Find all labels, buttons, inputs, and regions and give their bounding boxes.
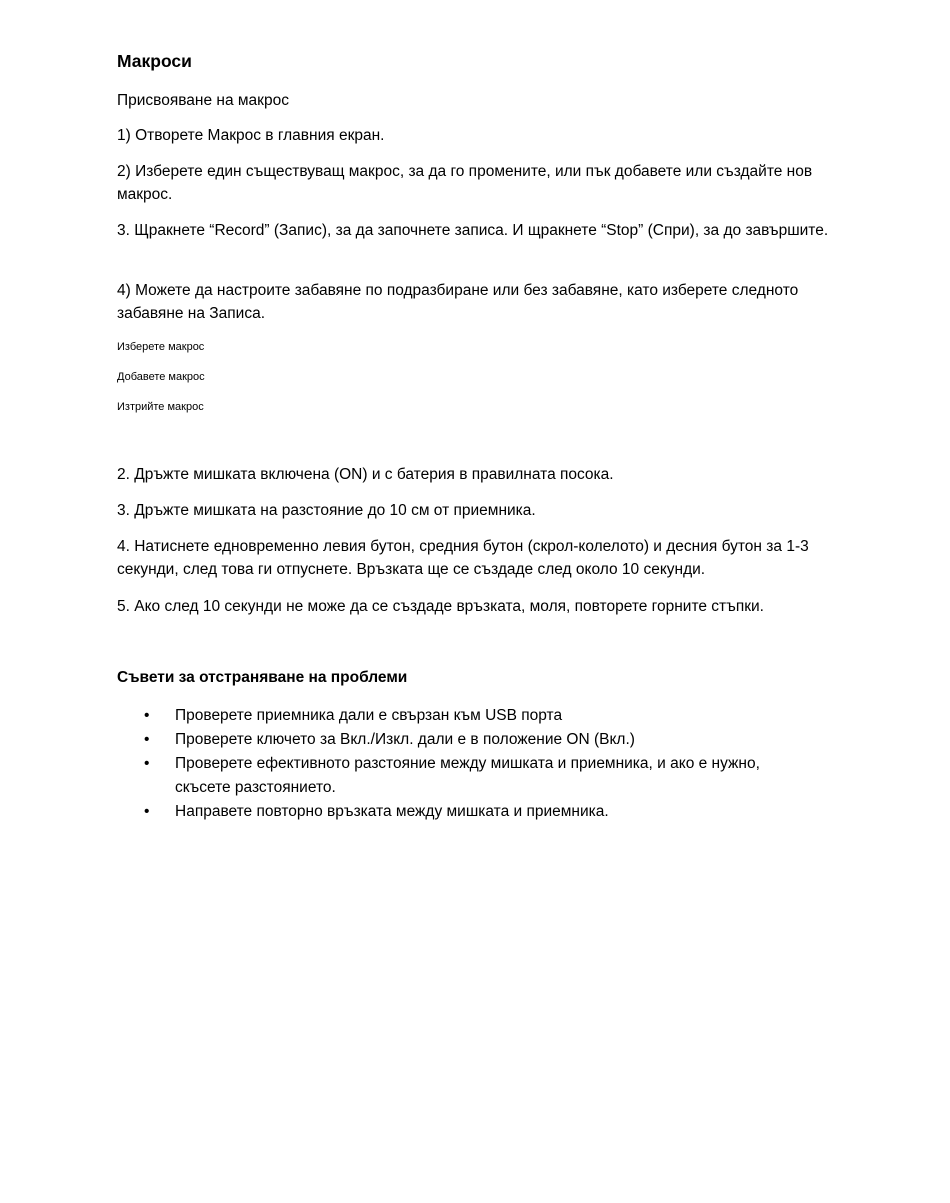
pairing-step-2: 2. Дръжте мишката включена (ON) и с батерия в правилната посока. xyxy=(117,466,614,483)
bullet-icon: • xyxy=(144,755,150,772)
list-item xyxy=(117,800,815,824)
tip-text: Проверете ефективното разстояние между мишката и приемника, и ако е нужно, скъсете разстоянието. xyxy=(175,755,760,796)
step-2: 2) Изберете един съществуващ макрос, за да го промените, или пък добавете или създайте нов макрос. xyxy=(117,163,813,203)
label-delete-macro: Изтрийте макрос xyxy=(117,401,204,413)
label-add-macro: Добавете макрос xyxy=(117,371,205,383)
list-item xyxy=(117,752,815,799)
assign-macro-heading: Присвояване на макрос xyxy=(117,92,289,109)
bullet-icon: • xyxy=(144,707,150,724)
tip-text: Проверете приемника дали е свързан към USB порта xyxy=(175,707,563,724)
bullet-icon: • xyxy=(144,802,150,820)
troubleshooting-list xyxy=(117,704,847,824)
label-select-macro: Изберете макрос xyxy=(117,341,205,353)
tip-text: Направете повторно връзката между мишката и приемника. xyxy=(175,802,609,820)
step-4: 4) Можете да настроите забавяне по подразбиране или без забавяне, като изберете следното забавяне на Записа. xyxy=(117,282,799,322)
document-title: Макроси xyxy=(117,51,192,71)
step-3: 3. Щракнете “Record” (Запис), за да започнете записа. И щракнете “Stop” (Спри), за до завършите. xyxy=(117,222,829,239)
step-1: 1) Отворете Макрос в главния екран. xyxy=(117,127,385,144)
pairing-step-5: 5. Ако след 10 секунди не може да се създаде връзката, моля, повторете горните стъпки. xyxy=(117,598,764,615)
troubleshooting-title: Съвети за отстраняване на проблеми xyxy=(117,669,408,686)
list-item xyxy=(117,728,815,752)
list-item xyxy=(117,704,815,728)
pairing-step-4: 4. Натиснете едновременно левия бутон, средния бутон (скрол-колелото) и десния бутон за 1-3 секунди, след това ги отпуснете. Връзката ще се създаде след около 10 секунди. xyxy=(117,538,809,578)
pairing-step-3: 3. Дръжте мишката на разстояние до 10 см от приемника. xyxy=(117,502,536,519)
bullet-icon: • xyxy=(144,731,150,748)
tip-text: Проверете ключето за Вкл./Изкл. дали е в положение ON (Вкл.) xyxy=(175,731,635,748)
